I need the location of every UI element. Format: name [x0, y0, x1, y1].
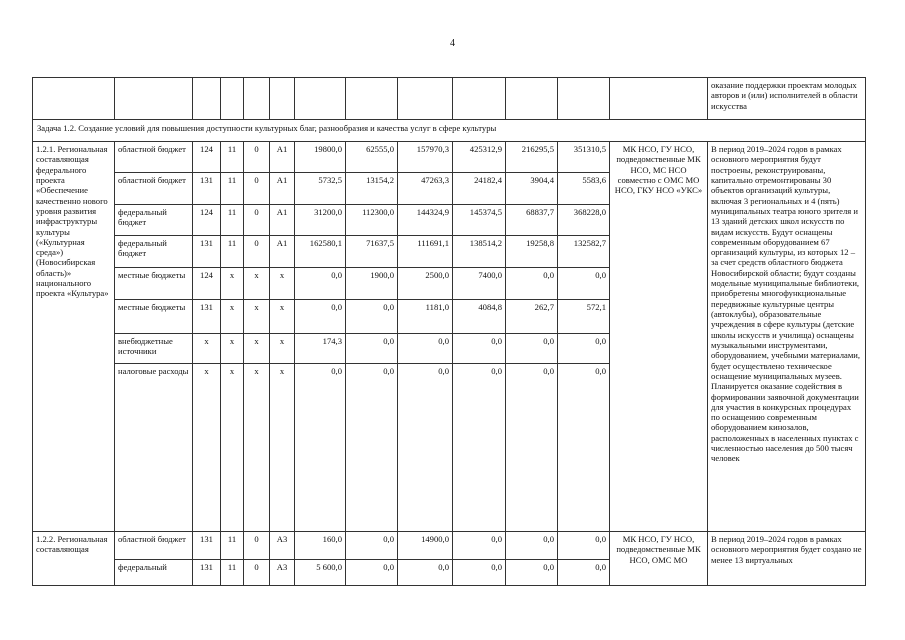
- amount-cell: 13154,2: [346, 173, 398, 205]
- amount-cell: 2500,0: [398, 268, 453, 300]
- funding-source: областной бюджет: [115, 532, 193, 560]
- executor: МК НСО, ГУ НСО, подведомственные МК НСО, МС НСО совместно с ОМС МО НСО, ГКУ НСО «УКС»: [610, 142, 708, 532]
- funding-source: федеральный: [115, 560, 193, 586]
- code-grbs: х: [193, 334, 221, 364]
- amount-cell: 132582,7: [558, 236, 610, 268]
- amount-cell: 157970,3: [398, 142, 453, 173]
- code-pr: х: [244, 300, 270, 334]
- code-grbs: 124: [193, 268, 221, 300]
- amount-cell: 0,0: [346, 300, 398, 334]
- amount-cell: 0,0: [558, 364, 610, 532]
- amount-cell: 0,0: [453, 364, 506, 532]
- funding-source: федеральный бюджет: [115, 236, 193, 268]
- amount-cell: 112300,0: [346, 205, 398, 236]
- code-grbs: 131: [193, 560, 221, 586]
- amount-cell: 0,0: [558, 334, 610, 364]
- code-rz: 11: [221, 142, 244, 173]
- code-pr: х: [244, 364, 270, 532]
- amount-cell: 0,0: [346, 334, 398, 364]
- code-csr: А1: [270, 205, 295, 236]
- amount-cell: 3904,4: [506, 173, 558, 205]
- funding-source: местные бюджеты: [115, 268, 193, 300]
- code-grbs: 124: [193, 142, 221, 173]
- amount-cell: 0,0: [558, 268, 610, 300]
- header-note: оказание поддержки проектам молодых авторов и (или) исполнителей в области искусства: [708, 78, 866, 120]
- amount-cell: 5732,5: [295, 173, 346, 205]
- amount-cell: 138514,2: [453, 236, 506, 268]
- code-rz: 11: [221, 173, 244, 205]
- amount-cell: 0,0: [346, 532, 398, 560]
- funding-source: местные бюджеты: [115, 300, 193, 334]
- amount-cell: 0,0: [295, 300, 346, 334]
- code-pr: 0: [244, 560, 270, 586]
- code-rz: 11: [221, 205, 244, 236]
- amount-cell: 0,0: [453, 560, 506, 586]
- code-rz: х: [221, 268, 244, 300]
- amount-cell: 351310,5: [558, 142, 610, 173]
- amount-cell: 0,0: [506, 334, 558, 364]
- amount-cell: 0,0: [506, 268, 558, 300]
- task-label: Задача 1.2. Создание условий для повышения доступности культурных благ, разнообразия и качества услуг в сфере культуры: [33, 120, 866, 142]
- code-grbs: 131: [193, 532, 221, 560]
- code-rz: 11: [221, 236, 244, 268]
- amount-cell: 19800,0: [295, 142, 346, 173]
- amount-cell: 0,0: [506, 532, 558, 560]
- amount-cell: 47263,3: [398, 173, 453, 205]
- amount-cell: 71637,5: [346, 236, 398, 268]
- amount-cell: 0,0: [346, 560, 398, 586]
- amount-cell: 0,0: [295, 364, 346, 532]
- code-pr: 0: [244, 173, 270, 205]
- amount-cell: 216295,5: [506, 142, 558, 173]
- task-row: [33, 120, 866, 142]
- code-csr: х: [270, 334, 295, 364]
- expected-result: В период 2019–2024 годов в рамках основного мероприятия будут построены, реконструированы, капитально отремонтированы 30 объектов организаций культуры, включая 3 региональных и 4 (пять) муниципальных театра юного зрителя и 13 зданий детских школ искусств по видам искусств. Будут оснащены современным оборудованием 67 организаций культуры, из которых 12 – за счет средств областного бюджета Новосибирской области; будут созданы модельные муниципальные библиотеки, приобретены многофункциональные передвижные культурные центры (автоклубы), образовательные учреждения в сфере культуры (детские школы искусств и училища) оснащены музыкальными инструментами, оборудованием, учебными материалами, будет осуществлено техническое оснащение муниципальных музеев. Планируется оказание содействия в формировании заявочной документации для участия в конкурсных процедурах по оснащению современным оборудованием кинозалов, расположенных в населенных пунктах с численностью населения до 500 тысяч человек: [708, 142, 866, 532]
- expected-result: В период 2019–2024 годов в рамках основного мероприятия будет создано не менее 13 виртуальных: [708, 532, 866, 586]
- funding-source: федеральный бюджет: [115, 205, 193, 236]
- amount-cell: 0,0: [453, 532, 506, 560]
- amount-cell: 572,1: [558, 300, 610, 334]
- amount-cell: 145374,5: [453, 205, 506, 236]
- amount-cell: 0,0: [558, 532, 610, 560]
- amount-cell: 425312,9: [453, 142, 506, 173]
- amount-cell: 19258,8: [506, 236, 558, 268]
- amount-cell: 0,0: [295, 268, 346, 300]
- code-pr: 0: [244, 142, 270, 173]
- amount-cell: 4084,8: [453, 300, 506, 334]
- code-rz: х: [221, 334, 244, 364]
- code-csr: А1: [270, 142, 295, 173]
- amount-cell: 31200,0: [295, 205, 346, 236]
- code-pr: 0: [244, 205, 270, 236]
- code-csr: А1: [270, 173, 295, 205]
- code-pr: х: [244, 268, 270, 300]
- amount-cell: 162580,1: [295, 236, 346, 268]
- code-pr: х: [244, 334, 270, 364]
- amount-cell: 24182,4: [453, 173, 506, 205]
- code-csr: х: [270, 268, 295, 300]
- amount-cell: 1181,0: [398, 300, 453, 334]
- code-grbs: х: [193, 364, 221, 532]
- amount-cell: 111691,1: [398, 236, 453, 268]
- code-rz: х: [221, 300, 244, 334]
- code-grbs: 131: [193, 173, 221, 205]
- amount-cell: 368228,0: [558, 205, 610, 236]
- amount-cell: 14900,0: [398, 532, 453, 560]
- amount-cell: 0,0: [398, 560, 453, 586]
- amount-cell: 0,0: [398, 364, 453, 532]
- amount-cell: 0,0: [398, 334, 453, 364]
- code-rz: х: [221, 364, 244, 532]
- measure-name: 1.2.1. Региональная составляющая федерального проекта «Обеспечение качественно нового уровня развития инфраструктуры культуры («Культурная среда») (Новосибирская область)» национального проекта «Культура»: [33, 142, 115, 532]
- amount-cell: 0,0: [506, 364, 558, 532]
- code-csr: х: [270, 300, 295, 334]
- funding-source: внебюджетные источники: [115, 334, 193, 364]
- executor: МК НСО, ГУ НСО, подведомственные МК НСО, ОМС МО: [610, 532, 708, 586]
- code-grbs: 131: [193, 236, 221, 268]
- code-csr: А3: [270, 560, 295, 586]
- code-csr: х: [270, 364, 295, 532]
- page-number: 4: [450, 38, 455, 49]
- code-rz: 11: [221, 560, 244, 586]
- program-table: [32, 77, 866, 586]
- funding-source: налоговые расходы: [115, 364, 193, 532]
- code-grbs: 131: [193, 300, 221, 334]
- funding-source: областной бюджет: [115, 142, 193, 173]
- code-csr: А3: [270, 532, 295, 560]
- amount-cell: 5583,6: [558, 173, 610, 205]
- amount-cell: 160,0: [295, 532, 346, 560]
- amount-cell: 0,0: [453, 334, 506, 364]
- amount-cell: 174,3: [295, 334, 346, 364]
- code-pr: 0: [244, 236, 270, 268]
- measure-name: 1.2.2. Региональная составляющая: [33, 532, 115, 586]
- code-grbs: 124: [193, 205, 221, 236]
- amount-cell: 0,0: [346, 364, 398, 532]
- funding-source: областной бюджет: [115, 173, 193, 205]
- amount-cell: 1900,0: [346, 268, 398, 300]
- code-pr: 0: [244, 532, 270, 560]
- amount-cell: 144324,9: [398, 205, 453, 236]
- code-csr: А1: [270, 236, 295, 268]
- code-rz: 11: [221, 532, 244, 560]
- amount-cell: 5 600,0: [295, 560, 346, 586]
- funding-row: [33, 532, 866, 560]
- amount-cell: 7400,0: [453, 268, 506, 300]
- funding-row: [33, 142, 866, 173]
- amount-cell: 0,0: [506, 560, 558, 586]
- amount-cell: 62555,0: [346, 142, 398, 173]
- amount-cell: 68837,7: [506, 205, 558, 236]
- amount-cell: 262,7: [506, 300, 558, 334]
- amount-cell: 0,0: [558, 560, 610, 586]
- header-continuation-row: [33, 78, 866, 120]
